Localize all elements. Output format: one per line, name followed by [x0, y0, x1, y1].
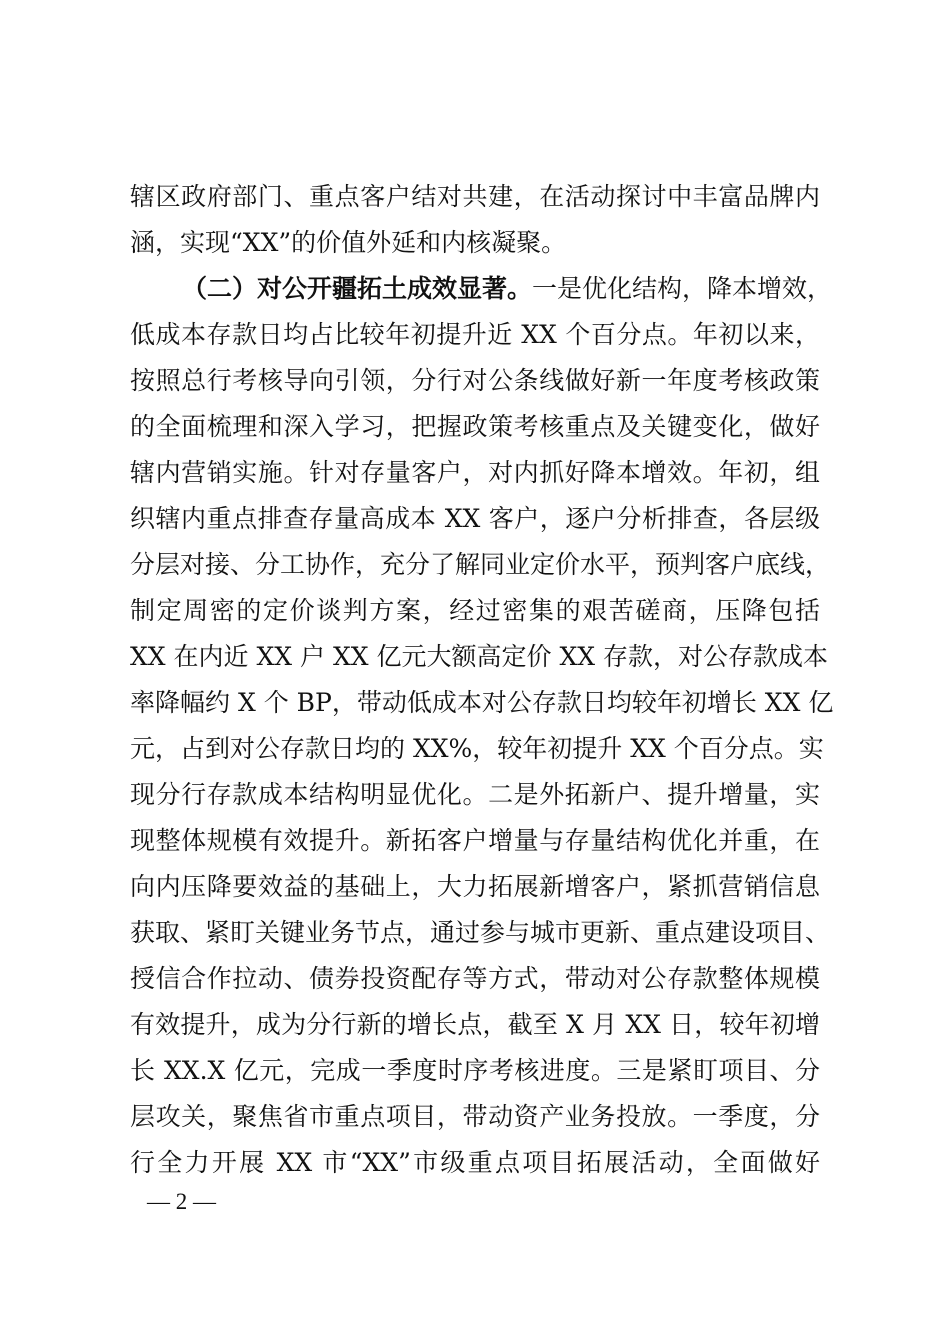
body-text-line: 辖区政府部门、重点客户结对共建，在活动探讨中丰富品牌内	[130, 182, 820, 211]
body-text-line: 层攻关，聚焦省市重点项目，带动资产业务投放。一季度，分	[130, 1102, 820, 1131]
body-text-line: 现整体规模有效提升。新拓客户增量与存量结构优化并重，在	[130, 826, 820, 855]
body-text-line: 涵，实现“XX”的价值外延和内核凝聚。	[130, 228, 567, 257]
page-number: — 2 —	[147, 1189, 216, 1214]
body-text-line: 分层对接、分工协作，充分了解同业定价水平，预判客户底线，	[130, 550, 831, 579]
body-text-line: 织辖内重点排查存量高成本 XX 客户，逐户分析排查，各层级	[130, 504, 820, 533]
body-text-line: 按照总行考核导向引领，分行对公条线做好新一年度考核政策	[130, 366, 820, 395]
body-text-line: 率降幅约 X 个 BP，带动低成本对公存款日均较年初增长 XX 亿	[130, 688, 834, 717]
body-text-line: 低成本存款日均占比较年初提升近 XX 个百分点。年初以来，	[130, 320, 820, 349]
section-heading-continuation: 一是优化结构，降本增效，	[532, 274, 833, 303]
body-text-line: 元，占到对公存款日均的 XX%，较年初提升 XX 个百分点。实	[130, 734, 824, 763]
body-text-line: 制定周密的定价谈判方案，经过密集的艰苦磋商，压降包括	[130, 596, 820, 625]
section-heading-line	[182, 266, 833, 312]
body-text-line: 授信合作拉动、债券投资配存等方式，带动对公存款整体规模	[130, 964, 820, 993]
body-text-line: 向内压降要效益的基础上，大力拓展新增客户，紧抓营销信息	[130, 872, 820, 901]
body-text-line: XX 在内近 XX 户 XX 亿元大额高定价 XX 存款，对公存款成本	[130, 642, 829, 671]
body-text-line: 有效提升，成为分行新的增长点，截至 X 月 XX 日，较年初增	[130, 1010, 820, 1039]
body-text-line: 辖内营销实施。针对存量客户，对内抓好降本增效。年初，组	[130, 458, 820, 487]
body-text-line: 获取、紧盯关键业务节点，通过参与城市更新、重点建设项目、	[130, 918, 831, 947]
body-text-line: 现分行存款成本结构明显优化。二是外拓新户、提升增量，实	[130, 780, 820, 809]
body-text-line: 的全面梳理和深入学习，把握政策考核重点及关键变化，做好	[130, 412, 820, 441]
body-text-line: 长 XX.X 亿元，完成一季度时序考核进度。三是紧盯项目、分	[130, 1056, 820, 1085]
body-text-line: 行全力开展 XX 市“XX”市级重点项目拓展活动，全面做好	[130, 1148, 820, 1177]
section-heading: （二）对公开疆拓土成效显著。	[182, 274, 533, 303]
